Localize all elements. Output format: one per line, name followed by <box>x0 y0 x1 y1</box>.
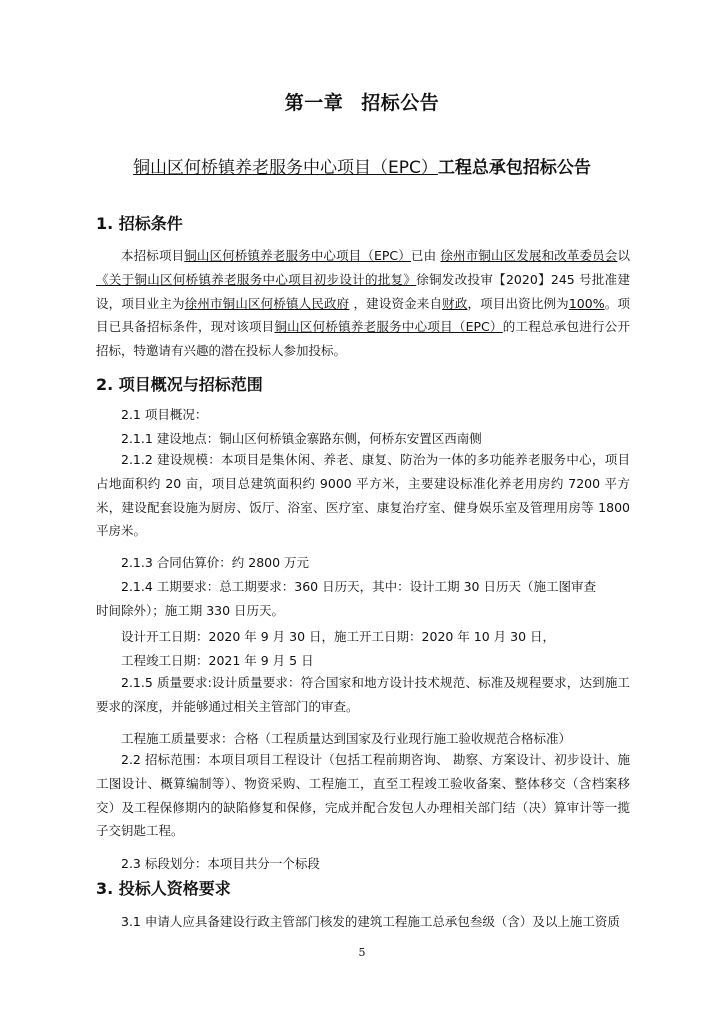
text-line: 2.1.1 建设地点：铜山区何桥镇金寨路东侧，何桥东安置区西南侧 <box>121 431 482 446</box>
section-2-heading: 2. 项目概况与招标范围 <box>96 375 263 394</box>
page-number: 5 <box>358 946 366 959</box>
section-1-paragraph: 本招标项目铜山区何桥镇养老服务中心项目（EPC）已由 徐州市铜山区发展和改革委员会以《关于铜山区何桥镇养老服务中心项目初步设计的批复》徐铜发改投审【2020】245 号批准建设，项目业主为徐州市铜山区何桥镇人民政府 ，建设资金来自财政，项目出资比例为100%。项目已具备招标条件，现对该项目铜山区何桥镇养老服务中心项目（EPC）的工程总承包进行公开招标，特邀请有兴趣的潜在投标人参加投标。 <box>96 248 630 359</box>
document-title <box>0 153 724 178</box>
text-line: 2.1 项目概况： <box>121 407 208 422</box>
chapter-number: 第一章 <box>284 92 344 114</box>
text-line: 2.1.4 工期要求：总工期要求：360 日历天，其中：设计工期 30 日历天（施工图审查 <box>121 579 596 594</box>
text-line: 时间除外）；施工期 330 日历天。 <box>96 603 285 618</box>
section-1-heading: 1. 招标条件 <box>96 214 183 233</box>
scale-paragraph: 2.1.2 建设规模：本项目是集休闲、养老、康复、防治为一体的多功能养老服务中心，项目占地面积约 20 亩，项目总建筑面积约 9000 平方米，主要建设标准化养老用房约 7200 平方米，建设配套设施为厨房、饭厅、浴室、医疗室、康复治疗室、健身娱乐室及管理用房等 1800 平房米。 <box>96 452 630 539</box>
chapter-title: 招标公告 <box>361 92 440 114</box>
text-line: 2.3 标段划分：本项目共分一个标段 <box>121 856 320 871</box>
text-line: 工程施工质量要求：合格（工程质量达到国家及行业现行施工验收规范合格标准） <box>121 731 572 746</box>
title-suffix: 工程总承包招标公告 <box>437 158 591 178</box>
text-line: 2.1.3 合同估算价：约 2800 万元 <box>121 555 310 570</box>
text-line: 设计开工日期：2020 年 9 月 30 日，施工开工日期：2020 年 10 月 30 日， <box>121 629 556 644</box>
title-project-name: 铜山区何桥镇养老服务中心项目（EPC） <box>133 158 438 178</box>
text-line: 工程竣工日期：2021 年 9 月 5 日 <box>121 653 314 668</box>
quality-paragraph: 2.1.5 质量要求:设计质量要求：符合国家和地方设计技术规范、标准及规程要求，达到施工要求的深度，并能够通过相关主管部门的审查。 <box>96 675 630 714</box>
chapter-heading <box>0 88 724 115</box>
text-line: 3.1 申请人应具备建设行政主管部门核发的建筑工程施工总承包叁级（含）及以上施工资质 <box>121 914 620 929</box>
scope-paragraph: 2.2 招标范围：本项目项目工程设计（包括工程前期咨询、 勘察、方案设计、初步设计、施工图设计、概算编制等）、物资采购、工程施工，直至工程竣工验收备案、整体移交（含档案移交）及工程保修期内的缺陷修复和保修，完成并配合发包人办理相关部门结（决）算审计等一揽子交钥匙工程。 <box>96 752 630 839</box>
section-3-heading: 3. 投标人资格要求 <box>96 879 231 898</box>
